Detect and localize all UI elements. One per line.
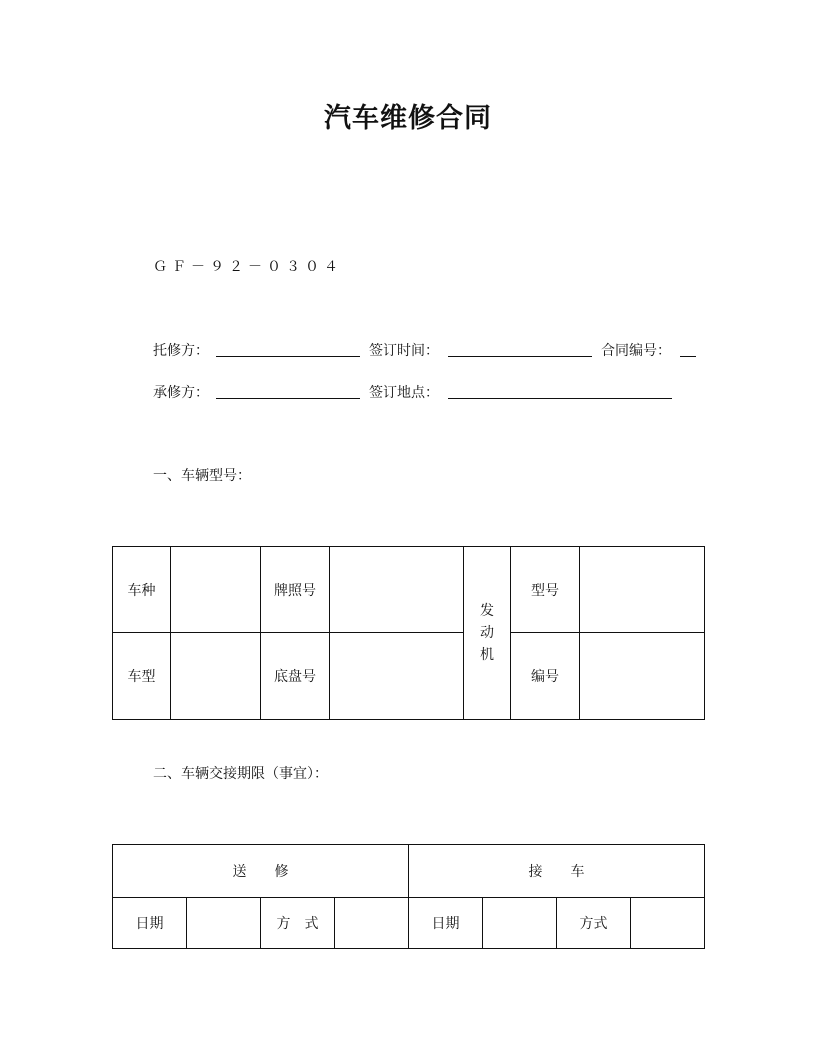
- pickup-date-label: 日期: [409, 898, 483, 949]
- plate-no-cell[interactable]: [330, 547, 464, 633]
- chassis-no-cell[interactable]: [330, 633, 464, 720]
- pickup-method-label: 方式: [557, 898, 631, 949]
- repairer-field[interactable]: [216, 398, 360, 399]
- send-date-label: 日期: [113, 898, 187, 949]
- section1-heading: 一、车辆型号：: [153, 468, 251, 484]
- sign-place-field[interactable]: [448, 398, 672, 399]
- engine-char: 机: [480, 647, 494, 663]
- engine-number-cell[interactable]: [580, 633, 705, 720]
- engine-model-cell[interactable]: [580, 547, 705, 633]
- sign-place-label: 签订地点：: [369, 385, 439, 401]
- plate-no-label: 牌照号: [261, 547, 330, 633]
- engine-char: 发: [480, 603, 494, 619]
- send-repair-header: 送 修: [113, 845, 409, 898]
- sign-time-field[interactable]: [448, 356, 592, 357]
- engine-model-label: 型号: [511, 547, 580, 633]
- vehicle-kind-cell[interactable]: [171, 547, 261, 633]
- vehicle-kind-label: 车种: [113, 547, 171, 633]
- send-date-cell[interactable]: [187, 898, 261, 949]
- repairer-label: 承修方：: [153, 385, 209, 401]
- handover-table: [112, 844, 705, 949]
- engine-number-label: 编号: [511, 633, 580, 720]
- contract-title: 汽车维修合同: [324, 103, 492, 134]
- send-method-label: 方 式: [261, 898, 335, 949]
- client-field[interactable]: [216, 356, 360, 357]
- send-method-cell[interactable]: [335, 898, 409, 949]
- section2-heading: 二、车辆交接期限（事宜）：: [153, 766, 328, 782]
- sign-time-label: 签订时间：: [369, 343, 439, 359]
- client-label: 托修方：: [153, 343, 209, 359]
- vehicle-model-label: 车型: [113, 633, 171, 720]
- pick-up-header: 接 车: [409, 845, 705, 898]
- vehicle-model-cell[interactable]: [171, 633, 261, 720]
- vehicle-model-table: [112, 546, 705, 720]
- pickup-date-cell[interactable]: [483, 898, 557, 949]
- pickup-method-cell[interactable]: [631, 898, 705, 949]
- contract-no-label: 合同编号：: [601, 343, 671, 359]
- engine-label: [464, 547, 511, 720]
- document-code: ＧＦ－９２－０３０４: [153, 259, 343, 275]
- contract-no-field[interactable]: [680, 356, 696, 357]
- chassis-no-label: 底盘号: [261, 633, 330, 720]
- engine-char: 动: [480, 625, 494, 641]
